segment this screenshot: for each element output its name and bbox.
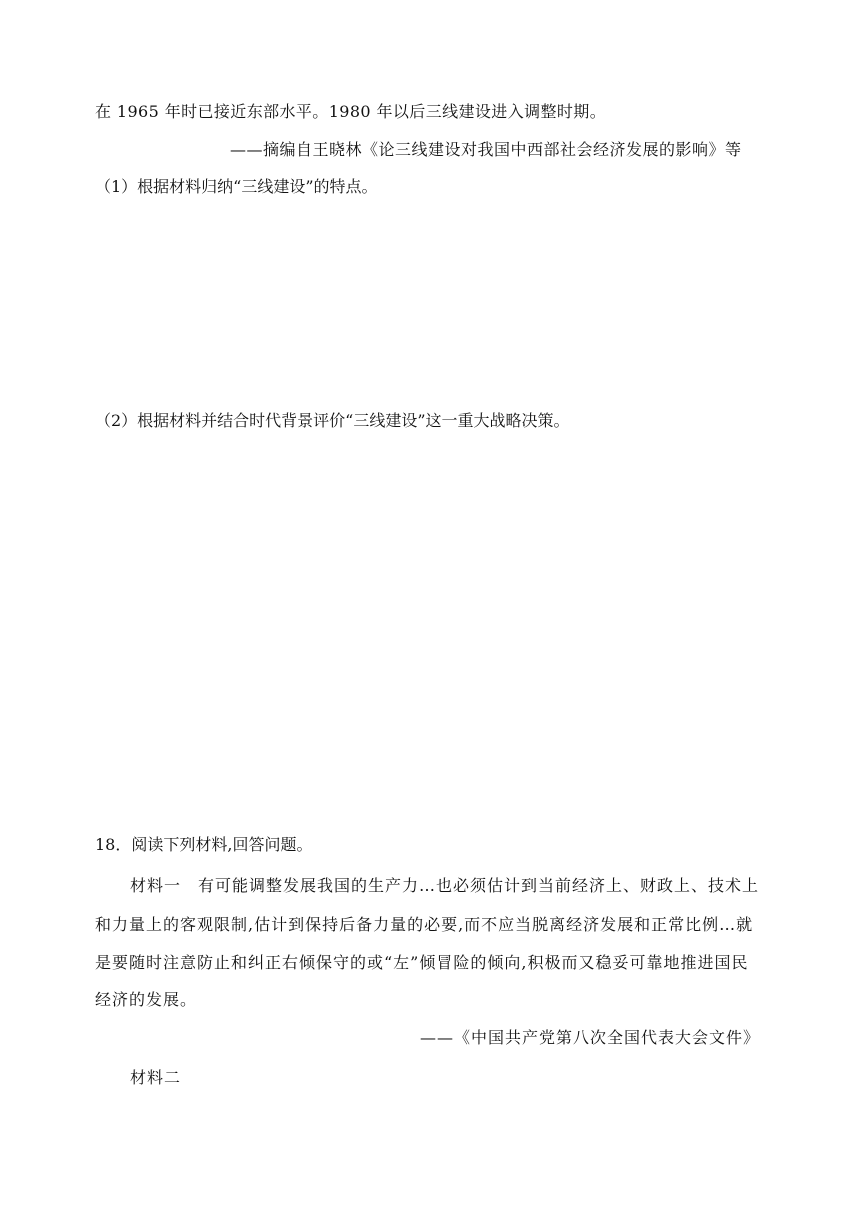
question-1: （1）根据材料归纳“三线建设”的特点。 [95, 177, 378, 196]
source-citation-2: ——《中国共产党第八次全国代表大会文件》 [420, 1028, 761, 1047]
question-2: （2）根据材料并结合时代背景评价“三线建设”这一重大战略决策。 [95, 411, 570, 430]
material-1-line-2: 和力量上的客观限制,估计到保持后备力量的必要,而不应当脱离经济发展和正常比例…就 [95, 915, 754, 934]
material-1-line-1: 材料一 有可能调整发展我国的生产力…也必须估计到当前经济上、财政上、技术上 [130, 876, 760, 895]
material-text-line: 在 1965 年时已接近东部水平。1980 年以后三线建设进入调整时期。 [95, 102, 607, 121]
material-2-label: 材料二 [130, 1068, 182, 1087]
material-1-line-3: 是要随时注意防止和纠正右倾保守的或“左”倾冒险的倾向,积极而又稳妥可靠地推进国民 [95, 953, 749, 972]
material-1-line-4: 经济的发展。 [95, 990, 198, 1009]
question-18-title: 18．阅读下列材料,回答问题。 [95, 835, 313, 854]
source-citation: ——摘编自王晓林《论三线建设对我国中西部社会经济发展的影响》等 [230, 140, 742, 159]
